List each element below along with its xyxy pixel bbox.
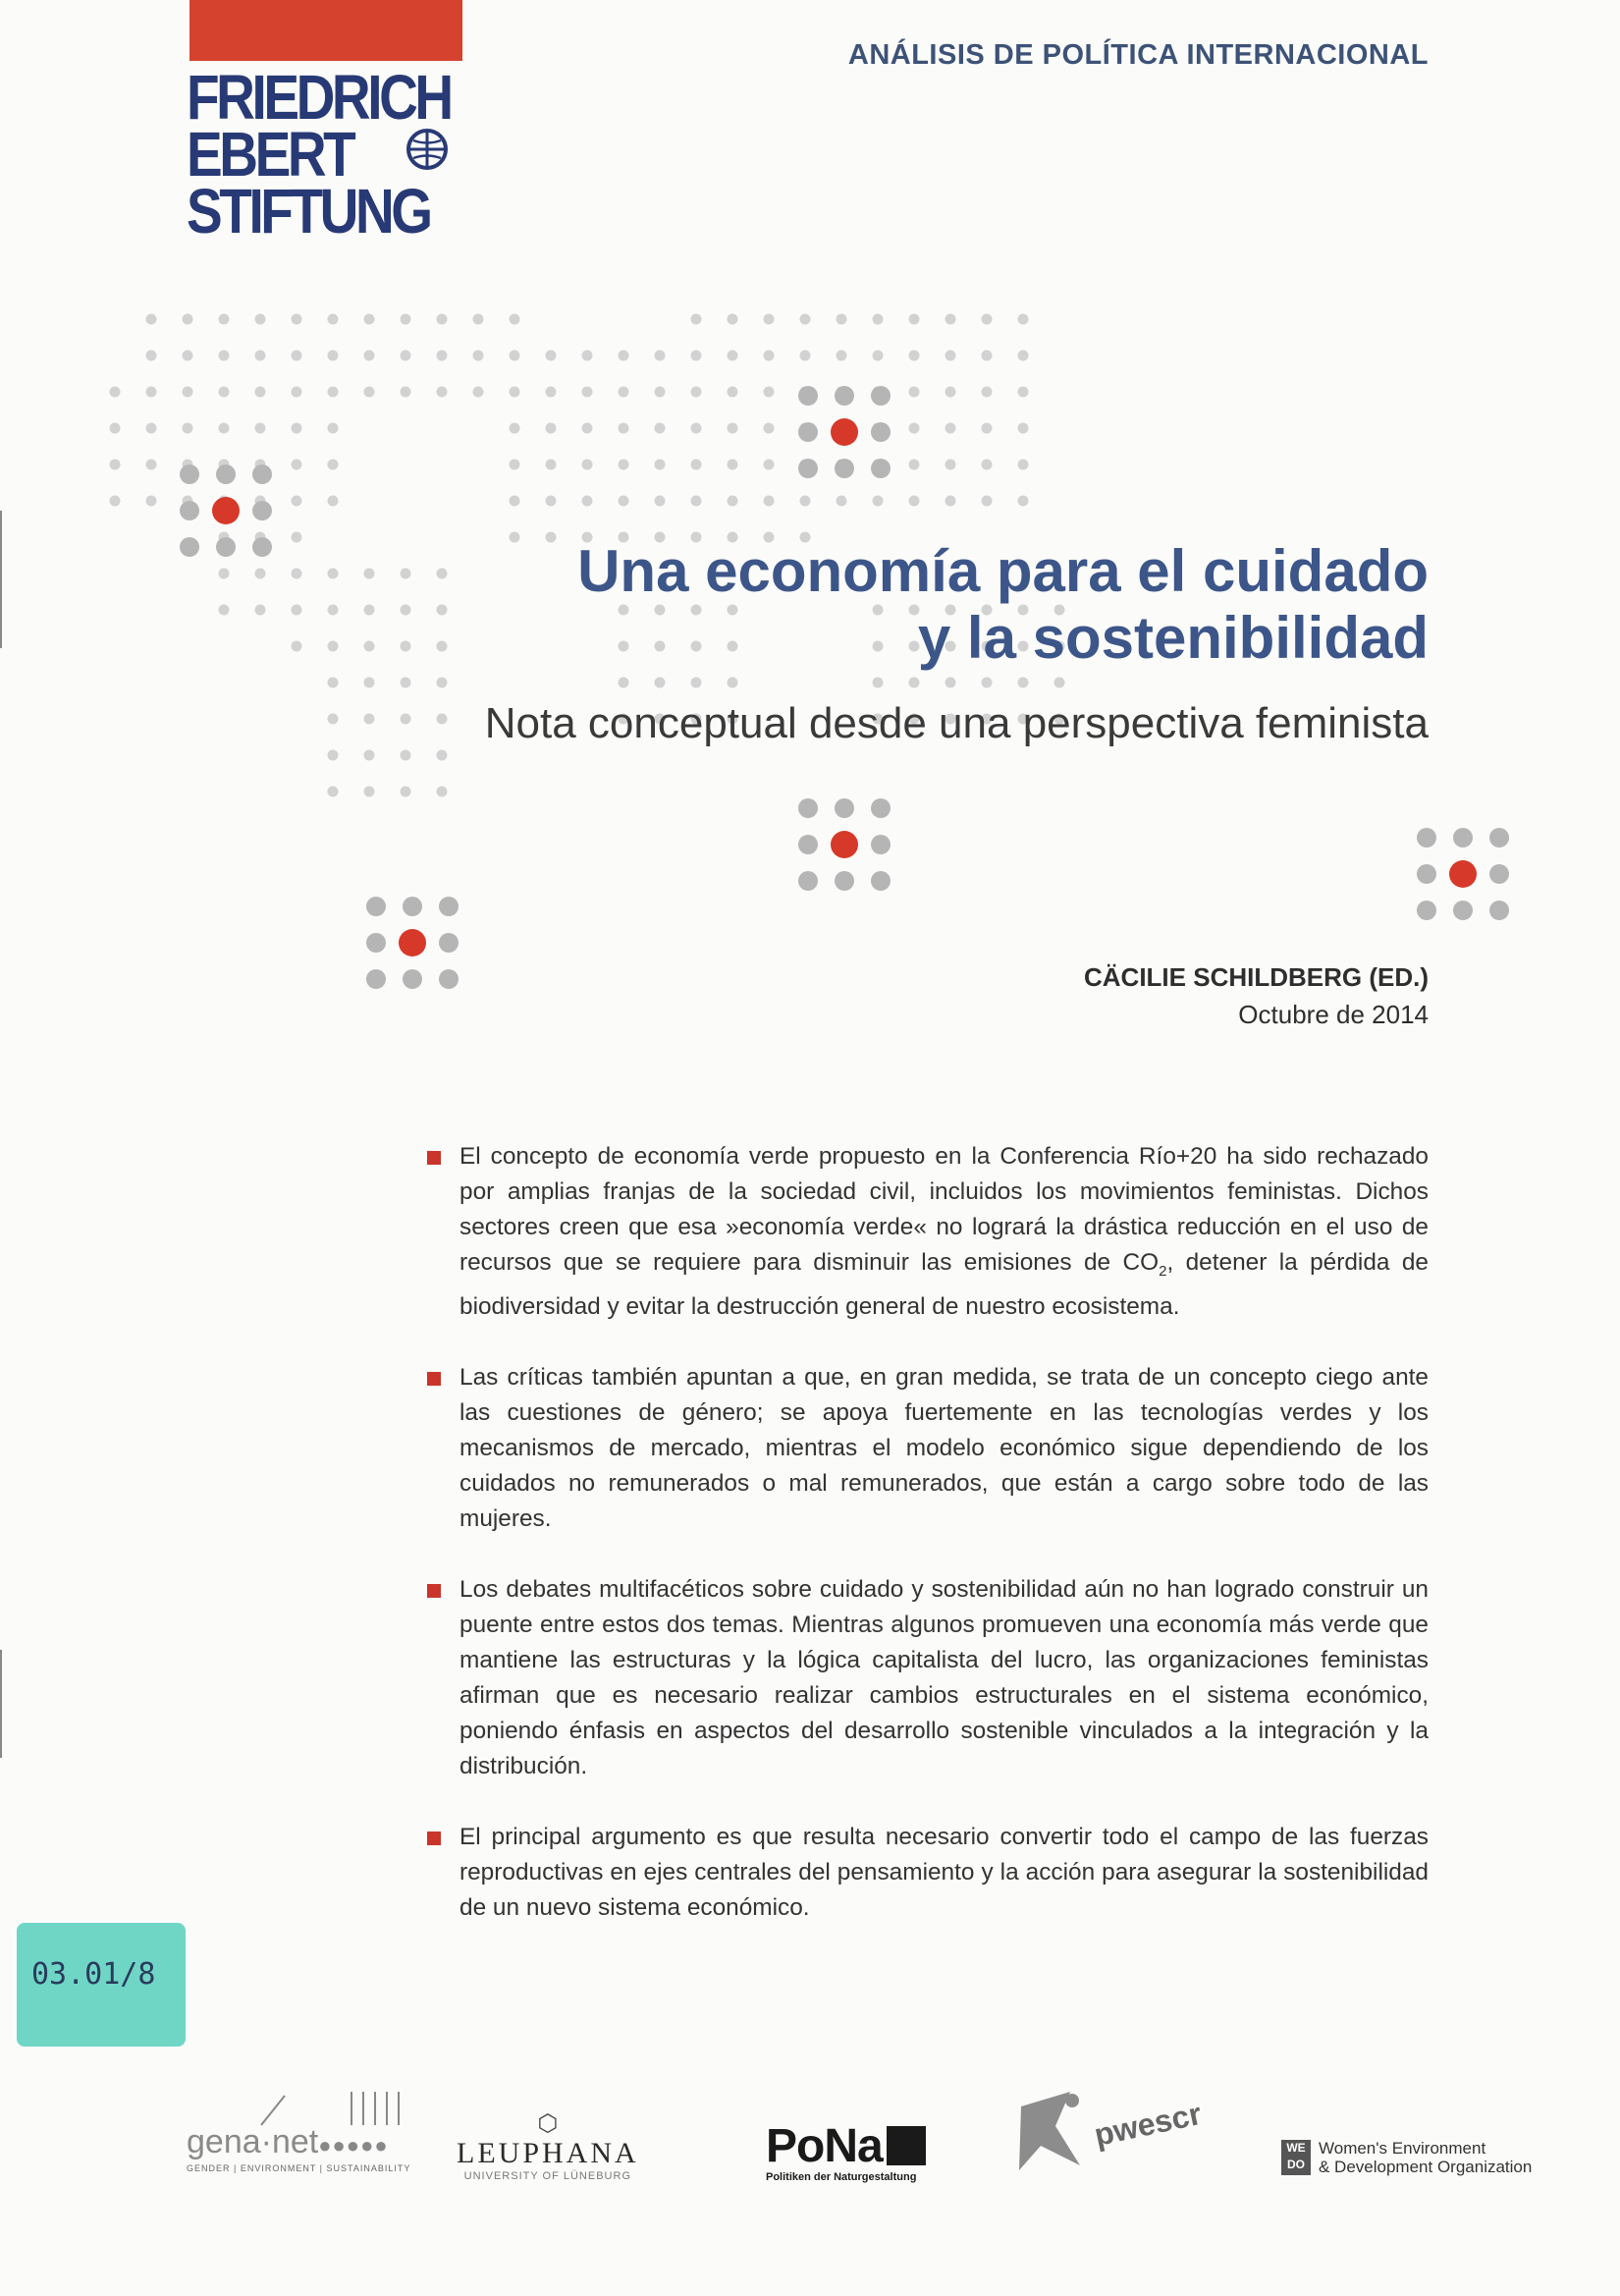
map-dot: [728, 678, 738, 688]
map-dot: [798, 871, 818, 891]
map-dot: [945, 314, 956, 325]
binding-mark: [0, 1650, 2, 1758]
publisher-logo: FRIEDRICH EBERT STIFTUNG: [187, 62, 451, 246]
map-dot: [909, 314, 920, 325]
bullet-item: El principal argumento es que resulta necesario convertir todo el campo de las fuerzas reproductivas en ejes centrales del pensamiento y la acción para asegurar la sostenibilidad de un nuevo sistema económico.: [427, 1820, 1429, 1926]
map-dot: [582, 351, 593, 361]
map-dot: [1489, 901, 1509, 920]
map-dot: [835, 798, 854, 818]
map-dot: [655, 460, 666, 470]
map-dot: [837, 314, 847, 325]
map-dot: [982, 460, 993, 470]
map-dot: [510, 423, 520, 434]
map-dot: [764, 460, 775, 470]
map-dot: [146, 460, 157, 470]
map-dot: [873, 678, 884, 688]
leaf-icon: [887, 2126, 926, 2165]
map-dot: [110, 496, 121, 507]
map-dot: [252, 501, 272, 520]
map-dot: [764, 387, 775, 398]
map-dot: [403, 969, 422, 989]
map-dot: [473, 387, 484, 398]
map-dot: [982, 314, 993, 325]
map-dot: [619, 496, 629, 507]
globe-icon: [405, 128, 449, 171]
map-dot: [655, 387, 666, 398]
pwescr-logo: pwescr: [1011, 2087, 1203, 2175]
map-dot: [110, 387, 121, 398]
map-dot: [871, 459, 891, 478]
map-dot: [1417, 828, 1436, 847]
map-dot: [619, 460, 629, 470]
bullet-item: El concepto de economía verde propuesto en la Conferencia Río+20 ha sido rechazado por amplias franjas de la sociedad civil, incluidos los movimientos feministas. Dichos sectores creen que esa »economía verde« no logrará la drástica reducción en el uso de recursos que se requiere para disminuir las emisiones de $CO_2$, detener la pérdida de biodiversidad y evitar la destrucción general de nuestro ecosistema.: [427, 1139, 1429, 1325]
map-dot: [835, 459, 854, 478]
map-dot: [945, 423, 956, 434]
map-dot: [292, 314, 302, 325]
map-dot: [255, 314, 266, 325]
map-dot: [764, 423, 775, 434]
map-dot: [364, 678, 375, 688]
map-dot: [292, 351, 302, 361]
bullet-square-icon: [427, 1372, 441, 1386]
map-dot: [146, 423, 157, 434]
map-dot: [764, 314, 775, 325]
map-dot: [1018, 351, 1029, 361]
binding-mark: [0, 511, 2, 648]
map-dot: [364, 787, 375, 797]
map-dot: [945, 460, 956, 470]
map-dot: [252, 537, 272, 557]
pona-logo: PoNa Politiken der Naturgestaltung: [766, 2119, 926, 2183]
map-dot: [728, 314, 738, 325]
map-dot: [873, 496, 884, 507]
leuphana-logo: ⬡ LEUPHANA UNIVERSITY OF LÜNEBURG: [457, 2110, 639, 2182]
bullet-square-icon: [427, 1831, 441, 1845]
map-dot: [619, 678, 629, 688]
map-dot: [982, 387, 993, 398]
map-dot: [510, 496, 520, 507]
map-dot: [798, 835, 818, 854]
title-line-2: y la sostenibilidad: [917, 605, 1429, 671]
map-dot: [982, 496, 993, 507]
map-dot: [401, 787, 411, 797]
figure-icon: [1011, 2087, 1090, 2175]
map-dot: [328, 460, 339, 470]
map-dot: [909, 460, 920, 470]
map-dot: [401, 387, 411, 398]
map-dot: [366, 933, 386, 953]
map-dot: [691, 496, 702, 507]
map-dot: [798, 422, 818, 442]
map-dot: [328, 641, 339, 652]
map-dot: [982, 678, 993, 688]
map-dot: [798, 386, 818, 406]
map-dot: [728, 351, 738, 361]
map-dot: [691, 351, 702, 361]
map-dot: [835, 871, 854, 891]
map-dot: [328, 750, 339, 761]
map-dot: [292, 423, 302, 434]
map-dot: [871, 422, 891, 442]
map-dot: [292, 496, 302, 507]
map-dot: [328, 569, 339, 579]
map-dot: [691, 423, 702, 434]
map-dot: [401, 750, 411, 761]
map-dot: [219, 423, 230, 434]
map-dot: [655, 351, 666, 361]
map-dot: [183, 423, 193, 434]
gena-net-logo: gena·net●●●●● GENDER | ENVIRONMENT | SUSTAINABILITY: [187, 2123, 410, 2173]
map-dot: [510, 351, 520, 361]
map-dot: [871, 871, 891, 891]
map-dot: [871, 835, 891, 854]
map-dot: [255, 387, 266, 398]
map-dot: [439, 969, 459, 989]
map-dot: [146, 496, 157, 507]
map-dot: [582, 423, 593, 434]
map-dot: [437, 387, 448, 398]
document-subtitle: Nota conceptual desde una perspectiva feminista: [484, 699, 1429, 747]
map-dot: [546, 351, 557, 361]
map-dot: [366, 969, 386, 989]
map-dot: [146, 387, 157, 398]
header-red-bar: [189, 0, 462, 61]
map-dot: [328, 387, 339, 398]
map-dot: [403, 897, 422, 916]
map-dot: [837, 496, 847, 507]
map-dot: [292, 460, 302, 470]
map-dot: [655, 423, 666, 434]
map-dot: [401, 314, 411, 325]
gena-net-graphic-icon: [226, 2092, 442, 2131]
map-dot: [582, 496, 593, 507]
map-dot: [873, 314, 884, 325]
map-dot: [655, 496, 666, 507]
map-dot: [728, 423, 738, 434]
map-dot: [473, 351, 484, 361]
map-dot: [401, 351, 411, 361]
map-dot: [691, 314, 702, 325]
map-dot: [909, 496, 920, 507]
map-dot: [510, 387, 520, 398]
map-dot: [691, 387, 702, 398]
map-dot: [1417, 864, 1436, 884]
title-line-1: Una economía para el cuidado: [577, 538, 1429, 604]
map-dot: [328, 423, 339, 434]
map-dot: [1489, 828, 1509, 847]
map-dot: [183, 314, 193, 325]
map-dot: [835, 386, 854, 406]
map-dot: [399, 929, 426, 957]
map-dot: [183, 351, 193, 361]
map-dot: [1018, 678, 1029, 688]
map-dot: [437, 750, 448, 761]
map-dot: [837, 351, 847, 361]
map-dot: [871, 798, 891, 818]
map-dot: [800, 496, 811, 507]
map-dot: [292, 641, 302, 652]
map-dot: [1449, 860, 1477, 888]
map-dot: [728, 496, 738, 507]
map-dot: [1453, 828, 1473, 847]
map-dot: [982, 351, 993, 361]
map-dot: [909, 351, 920, 361]
map-dot: [328, 496, 339, 507]
map-dot: [728, 387, 738, 398]
map-dot: [216, 537, 236, 557]
map-dot: [1018, 423, 1029, 434]
publication-date: Octubre de 2014: [1238, 1000, 1429, 1029]
map-dot: [619, 351, 629, 361]
map-dot: [328, 351, 339, 361]
map-dot: [871, 386, 891, 406]
map-dot: [655, 678, 666, 688]
map-dot: [1054, 678, 1065, 688]
map-dot: [328, 605, 339, 616]
map-dot: [546, 496, 557, 507]
map-dot: [146, 314, 157, 325]
map-dot: [110, 460, 121, 470]
map-dot: [800, 314, 811, 325]
map-dot: [1489, 864, 1509, 884]
bullet-square-icon: [427, 1151, 441, 1165]
author: CÄCILIE SCHILDBERG (ED.): [1084, 962, 1429, 992]
map-dot: [364, 569, 375, 579]
map-dot: [582, 387, 593, 398]
map-dot: [546, 460, 557, 470]
map-dot: [212, 497, 240, 524]
map-dot: [873, 351, 884, 361]
call-number: 03.01/8: [31, 1957, 156, 1992]
map-dot: [255, 605, 266, 616]
map-dot: [798, 459, 818, 478]
map-dot: [1018, 460, 1029, 470]
series-label: ANÁLISIS DE POLÍTICA INTERNACIONAL: [847, 39, 1429, 71]
map-dot: [691, 678, 702, 688]
map-dot: [180, 501, 199, 520]
map-dot: [945, 678, 956, 688]
map-dot: [764, 351, 775, 361]
partner-logos: [167, 2082, 1561, 2190]
map-dot: [401, 678, 411, 688]
map-dot: [364, 387, 375, 398]
map-dot: [255, 569, 266, 579]
map-dot: [146, 351, 157, 361]
map-dot: [437, 678, 448, 688]
map-dot: [255, 351, 266, 361]
map-dot: [292, 569, 302, 579]
map-dot: [1417, 901, 1436, 920]
map-dot: [1453, 901, 1473, 920]
map-dot: [582, 460, 593, 470]
map-dot: [473, 314, 484, 325]
map-dot: [180, 465, 199, 484]
map-dot: [219, 569, 230, 579]
map-dot: [909, 678, 920, 688]
map-dot: [364, 351, 375, 361]
map-dot: [252, 465, 272, 484]
map-dot: [328, 787, 339, 797]
map-dot: [831, 418, 858, 446]
map-dot: [364, 605, 375, 616]
map-dot: [255, 423, 266, 434]
map-dot: [292, 532, 302, 543]
map-dot: [909, 387, 920, 398]
map-dot: [945, 496, 956, 507]
map-dot: [439, 933, 459, 953]
map-dot: [183, 387, 193, 398]
map-dot: [328, 678, 339, 688]
map-dot: [292, 387, 302, 398]
map-dot: [364, 750, 375, 761]
map-dot: [764, 496, 775, 507]
map-dot: [1018, 314, 1029, 325]
map-dot: [546, 423, 557, 434]
map-dot: [945, 387, 956, 398]
map-dot: [364, 314, 375, 325]
bullet-square-icon: [427, 1584, 441, 1598]
map-dot: [546, 387, 557, 398]
map-dot: [110, 423, 121, 434]
map-dot: [1018, 496, 1029, 507]
bullet-item: Los debates multifacéticos sobre cuidado y sostenibilidad aún no han logrado construir un puente entre estos dos temas. Mientras algunos promueven una economía más verde que mantiene las estructuras y la lógica capitalista del lucro, las organizaciones feministas afirman que es necesario realizar cambios estructurales en el sistema económico, poniendo énfasis en aspectos del desarrollo sostenible vinculados a la integración y la distribución.: [427, 1572, 1429, 1784]
map-dot: [437, 787, 448, 797]
map-dot: [510, 314, 520, 325]
map-dot: [366, 897, 386, 916]
map-dot: [945, 351, 956, 361]
map-dot: [180, 537, 199, 557]
map-dot: [437, 351, 448, 361]
document-title: [398, 538, 1429, 672]
map-dot: [510, 460, 520, 470]
map-dot: [364, 641, 375, 652]
map-dot: [437, 314, 448, 325]
wedo-logo: WE DO Women's Environment & Development Organization: [1281, 2139, 1532, 2176]
map-dot: [1018, 387, 1029, 398]
summary-bullets: [427, 1139, 1429, 1961]
map-dot: [909, 423, 920, 434]
map-dot: [219, 605, 230, 616]
map-dot: [798, 798, 818, 818]
map-dot: [219, 314, 230, 325]
map-dot: [292, 605, 302, 616]
map-dot: [219, 351, 230, 361]
map-dot: [982, 423, 993, 434]
map-dot: [691, 460, 702, 470]
bullet-item: Las críticas también apuntan a que, en gran medida, se trata de un concepto ciego ante las cuestiones de género; se apoya fuertemente en las tecnologías verdes y los mecanismos de mercado, mientras el modelo económico sigue dependiendo de los cuidados no remunerados o mal remunerados, que están a cargo sobre todo de las mujeres.: [427, 1360, 1429, 1537]
map-dot: [219, 387, 230, 398]
map-dot: [831, 831, 858, 858]
map-dot: [728, 460, 738, 470]
map-dot: [328, 314, 339, 325]
map-dot: [439, 897, 459, 916]
map-dot: [619, 423, 629, 434]
map-dot: [216, 465, 236, 484]
map-dot: [619, 387, 629, 398]
hexagon-icon: ⬡: [537, 2110, 559, 2137]
map-dot: [800, 351, 811, 361]
